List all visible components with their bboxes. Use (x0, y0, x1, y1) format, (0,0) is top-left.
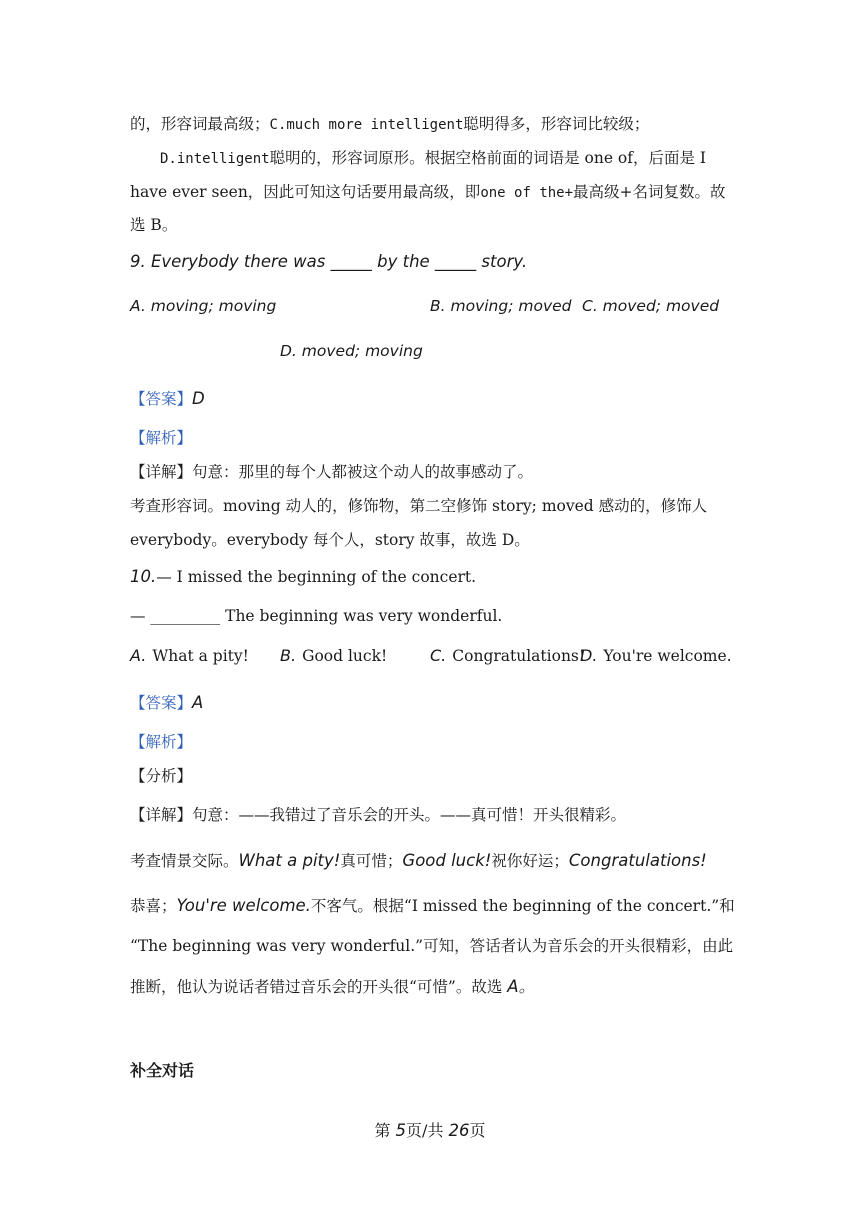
answer-tag: 【答案】 (130, 390, 193, 408)
footer-suffix: 页 (469, 1121, 486, 1140)
answer-value: D (192, 389, 205, 408)
q10-explain-1 (130, 849, 707, 871)
explain-phrase: Good luck! (402, 851, 492, 870)
intro-line-3 (130, 180, 726, 202)
intro-line-2-code: D.intelligent (160, 151, 270, 167)
q10-option-c (430, 646, 585, 665)
intro-line-1-text-b: 聪明得多，形容词比较级； (463, 115, 650, 133)
q9-option-c: C. moved; moved (582, 297, 720, 315)
q10-option-a (130, 646, 249, 665)
detail-tag: 【详解】 (130, 463, 193, 481)
explain-text: 祝你好运； (491, 852, 569, 870)
q10-explain-2 (130, 894, 735, 916)
explain-phrase: Congratulations! (568, 851, 707, 870)
q9-option-a: A. moving; moving (130, 297, 277, 315)
intro-line-3-text-b: 最高级+名词复数。故 (573, 183, 726, 201)
explain-text: 推断，他认为说话者错过音乐会的开头很“可惜”。故选 (130, 978, 508, 996)
analysis-tag: 【解析】 (130, 733, 193, 751)
q9-detail (130, 460, 533, 482)
option-text: You're welcome. (603, 647, 732, 665)
footer-mid: 页/共 (406, 1121, 449, 1140)
option-text: What a pity! (152, 647, 249, 665)
answer-tag: 【答案】 (130, 694, 193, 712)
footer-page-number: 5 (395, 1121, 407, 1140)
explain-text: 考查情景交际。 (130, 852, 239, 870)
q10-answer (130, 691, 203, 713)
option-label: C. (430, 646, 447, 665)
intro-line-1-code: C.much more intelligent (269, 117, 464, 133)
detail-text: 句意：那里的每个人都被这个动人的故事感动了。 (192, 463, 534, 481)
intro-line-3-code: one of the+ (480, 185, 574, 201)
q10-number: 10. (130, 567, 157, 586)
option-label: A. (130, 646, 147, 665)
q10-option-d (580, 646, 732, 665)
q10-line-2: — _________ The beginning was very wonderful. (130, 607, 503, 625)
q9-explain-2: everybody。everybody 每个人，story 故事，故选 D。 (130, 531, 530, 549)
option-label: B. (280, 646, 297, 665)
q10-detail (130, 803, 626, 825)
option-text: Good luck! (302, 647, 388, 665)
section-title: 补全对话 (130, 1061, 195, 1080)
answer-value: A (192, 693, 204, 712)
detail-tag: 【详解】 (130, 806, 193, 824)
detail-text: 句意：——我错过了音乐会的开头。——真可惜！开头很精彩。 (192, 806, 627, 824)
intro-line-4: 选 B。 (130, 216, 178, 234)
q10-explain-4 (130, 973, 535, 997)
q9-answer (130, 387, 205, 409)
intro-line-3-text: have ever seen，因此可知这句话要用最高级，即 (130, 183, 481, 201)
q10-option-b (280, 646, 387, 665)
intro-line-1-text: 的，形容词最高级； (130, 115, 270, 133)
explain-text: 真可惜； (340, 852, 403, 870)
explain-text: 不客气。根据“I missed the beginning of the concert.”和 (310, 897, 735, 915)
q9-option-b: B. moving; moved (430, 297, 572, 315)
q10-line-1 (130, 567, 476, 586)
q9-question: 9. Everybody there was _____ by the _____ story. (130, 252, 528, 271)
option-text: Congratulations! (452, 647, 586, 665)
q10-explain-3: “The beginning was very wonderful.”可知，答话者认为音乐会的开头很精彩，由此 (130, 937, 734, 955)
intro-line-1 (130, 112, 649, 134)
footer-prefix: 第 (374, 1121, 396, 1140)
explain-phrase: A。 (507, 977, 536, 996)
q10-prompt: — I missed the beginning of the concert. (156, 568, 477, 586)
option-label: D. (580, 646, 598, 665)
analysis-tag: 【解析】 (130, 429, 193, 447)
explain-phrase: You're welcome. (176, 896, 311, 915)
q9-option-d: D. moved; moving (280, 342, 423, 360)
footer-total-pages: 26 (448, 1121, 470, 1140)
explain-phrase: What a pity! (238, 851, 341, 870)
page-footer (0, 1118, 860, 1141)
intro-line-2-text: 聪明的，形容词原形。根据空格前面的词语是 one of，后面是 I (269, 149, 707, 167)
intro-line-2 (160, 146, 706, 168)
explain-text: 恭喜； (130, 897, 177, 915)
q9-explain-1: 考查形容词。moving 动人的，修饰物，第二空修饰 story; moved 感动的，修饰人 (130, 497, 708, 515)
fenxi-tag: 【分析】 (130, 767, 193, 785)
